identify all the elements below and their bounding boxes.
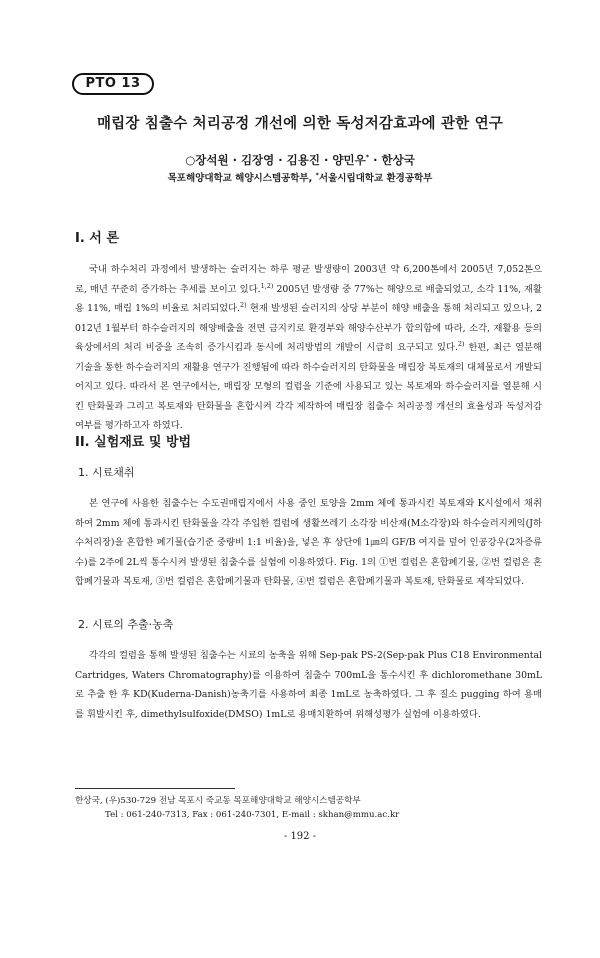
author-last: · 한상국 <box>369 153 415 167</box>
author-list <box>0 152 600 168</box>
sampling-paragraph: 본 연구에 사용한 침출수는 수도권매립지에서 사용 중인 토양을 2mm 체에 통과시킨 복토재와 K시설에서 채취하여 2mm 체에 통과시킨 탄화물을 각각 주입한 컬럼에 생활쓰레기 소각장 비산재(M소각장)와 하수슬러지케익(J하수처리장)을 혼합한 폐기물(습기준 중량비 1:1 비율)을, 넣은 후 상단에 1㎛의 GF/B 여지를 덮어 인공강우(2차증류수)를 2주에 2L씩 통수시켜 발생된 침출수를 실험에 이용하였다. Fig. 1의 ①번 컬럼은 혼합폐기물, ②번 컬럼은 혼합폐기물과 복토재, ③번 컬럼은 혼합폐기물과 탄화물, ④번 컬럼은 혼합폐기물과 복토재, 탄화물로 제작되었다. <box>75 498 542 587</box>
session-code-badge: PTO 13 <box>72 73 154 95</box>
affiliation-line <box>0 170 600 184</box>
citation-ref: 2) <box>240 300 247 309</box>
extraction-paragraph: 각각의 컬럼을 통해 발생된 침출수는 시료의 농축을 위해 Sep-pak PS-2(Sep-pak Plus C18 Environmental Cartridges, Waters Chromatography)를 이용하여 침출수 700mL을 통수시킨 후 dichloromethane 30mL로 추출 한 후 KD(Kuderna-Danish)농축기를 사용하여 최종 1mL로 농축하였다. 그 후 질소 pugging 하여 용매를 휘발시킨 후, dimethylsulfoxide(DMSO) 1mL로 용매치환하여 위해성평가 실험에 이용하였다. <box>75 650 542 720</box>
section-heading-methods: II. 실험재료 및 방법 <box>75 435 192 450</box>
author-names: ○장석원 · 김장영 · 김용진 · 양민우 <box>185 153 366 167</box>
affiliation-primary: 목포해양대학교 해양시스템공학부, <box>167 173 316 184</box>
page-number: - 192 - <box>283 831 317 842</box>
intro-text-c: 현재 발생된 슬러지의 상당 부분이 해양 배출을 통해 처리되고 있으나, 2012년 1월부터 하수슬러지의 해양배출을 전면 금지키로 환경부와 해양수산부가 합의함에 따라, 소각, 재활용 등의 육상에서의 처리 비중을 조속히 증가시킴과 동시에 처리방법의 개발이 시급히 요구되고 있다. <box>75 303 542 353</box>
section-heading-intro: I. 서 론 <box>75 231 119 246</box>
footnote-address: 한상국, (우)530-729 전남 목포시 죽교동 목포해양대학교 해양시스템공학부 <box>75 796 361 806</box>
affiliation-mark: * <box>315 170 319 179</box>
paper-title: 매립장 침출수 처리공정 개선에 의한 독성저감효과에 관한 연구 <box>96 116 504 132</box>
intro-paragraph <box>75 260 542 436</box>
intro-text-b: 2005년 발생량 중 77%는 해양으로 배출되었고, 소각 11%, 재활용 11%, 매립 1%의 비율로 처리되었다. <box>75 283 542 314</box>
intro-text-a: 국내 하수처리 과정에서 발생하는 슬러지는 하루 평균 발생량이 2003년 약 6,200톤에서 2005년 7,052톤으로, 매년 꾸준히 증가하는 추세를 보이고 있다. <box>75 264 542 295</box>
citation-ref: 1,2) <box>260 281 274 290</box>
affiliation-secondary: 서울시립대학교 환경공학부 <box>318 173 433 184</box>
footnote-divider <box>75 788 235 789</box>
subsection-heading-sampling: 1. 시료채취 <box>78 466 135 479</box>
author-affil-mark: * <box>365 153 370 162</box>
intro-text-d: 한편, 최근 열분해 기술을 통한 하수슬러지의 재활용 연구가 진행됨에 따라 하수슬러지의 탄화물을 매립장 복토재의 대체물로서 개발되어지고 있다. 따라서 본 연구에서는, 매립장 모형의 컬럼을 기준에 사용되고 있는 복토재와 하수슬러지를 열분해 시킨 탄화물과 그리고 복토재와 탄화물을 혼합시켜 각각 제작하여 매립장 침출수 처리공정 개선의 효율성과 독성저감 여부를 평가하고자 하였다. <box>75 342 543 431</box>
subsection-heading-extraction: 2. 시료의 추출·농축 <box>78 618 174 631</box>
citation-ref: 2) <box>457 339 465 348</box>
footnote-contact: Tel : 061-240-7313, Fax : 061-240-7301, E-mail : skhan@mmu.ac.kr <box>105 810 400 820</box>
